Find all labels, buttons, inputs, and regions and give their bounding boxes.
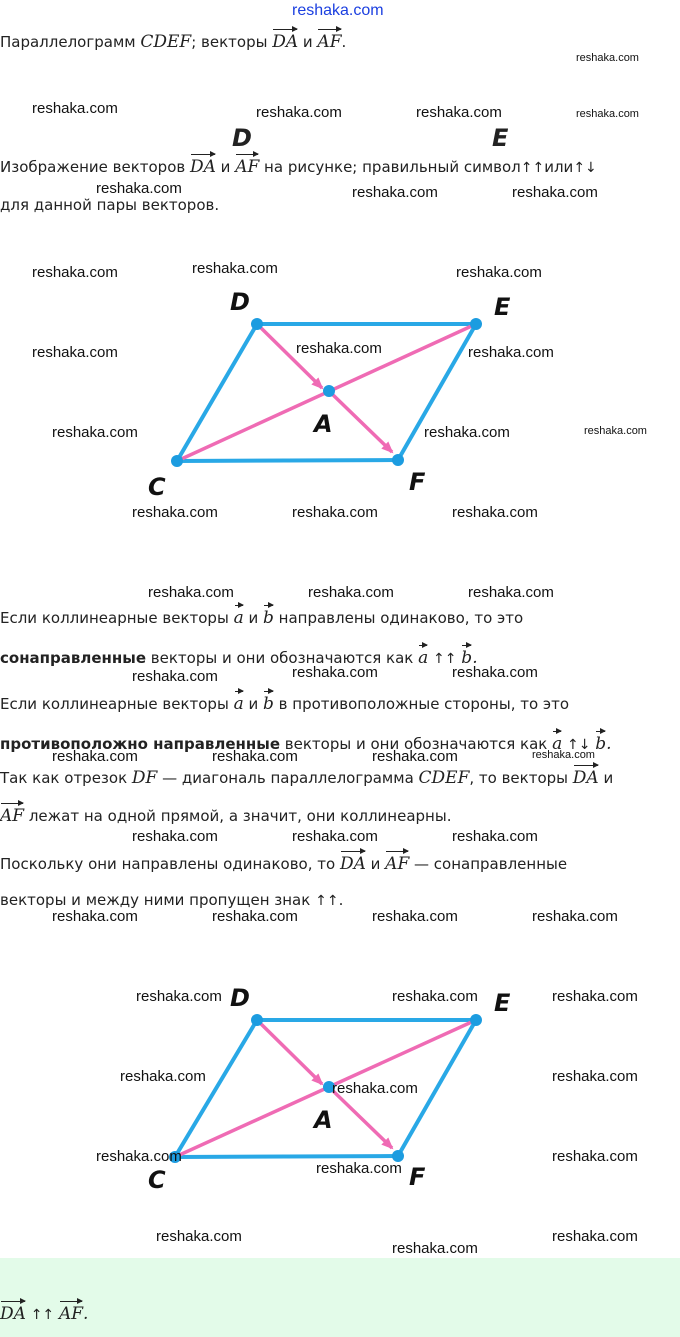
point-e	[470, 318, 482, 330]
intro-text: Параллелограмм CDEF; векторы DA и AF.	[0, 32, 347, 52]
watermark: reshaka.com	[212, 748, 298, 765]
watermark: reshaka.com	[552, 988, 638, 1005]
label-d-2: D	[230, 984, 250, 1012]
watermark: reshaka.com	[452, 828, 538, 845]
watermark: reshaka.com	[132, 828, 218, 845]
task-text-line2: для данной пары векторов.	[0, 196, 220, 214]
watermark: reshaka.com	[132, 504, 218, 521]
watermark: reshaka.com	[308, 584, 394, 601]
label-a-2: A	[314, 1106, 333, 1134]
task-text: Изображение векторов DA и AF на рисунке; правильный символ↑↑или↑↓	[0, 157, 597, 177]
partial-label-d: D	[232, 124, 252, 146]
explain-line-2: сонаправленные векторы и они обозначаются как a ↑↑ b.	[0, 648, 478, 668]
watermark: reshaka.com	[552, 1068, 638, 1085]
watermark: reshaka.com	[332, 1080, 418, 1097]
explain-line-6: AF лежат на одной прямой, а значит, они коллинеарны.	[0, 806, 452, 826]
watermark: reshaka.com	[468, 344, 554, 361]
parallelogram-diagram-1	[0, 270, 680, 510]
watermark: reshaka.com	[416, 104, 502, 121]
explain-line-3: Если коллинеарные векторы a и b в противоположные стороны, то это	[0, 694, 570, 714]
watermark: reshaka.com	[584, 425, 647, 437]
watermark: reshaka.com	[52, 908, 138, 925]
watermark: reshaka.com	[52, 424, 138, 441]
watermark: reshaka.com	[452, 504, 538, 521]
label-c: C	[148, 473, 166, 501]
label-c-2: C	[148, 1166, 166, 1194]
watermark: reshaka.com	[372, 748, 458, 765]
point-d	[251, 318, 263, 330]
watermark: reshaka.com	[424, 424, 510, 441]
watermark: reshaka.com	[96, 180, 182, 197]
explain-line-5: Так как отрезок DF — диагональ параллелограмма CDEF, то векторы DA и	[0, 768, 614, 788]
watermark: reshaka.com	[132, 668, 218, 685]
watermark: reshaka.com	[456, 264, 542, 281]
watermark: reshaka.com	[452, 664, 538, 681]
explain-line-1: Если коллинеарные векторы a и b направлены одинаково, то это	[0, 608, 524, 628]
watermark: reshaka.com	[552, 1148, 638, 1165]
watermark: reshaka.com	[136, 988, 222, 1005]
watermark: reshaka.com	[352, 184, 438, 201]
watermark: reshaka.com	[296, 340, 382, 357]
watermark: reshaka.com	[576, 108, 639, 120]
explain-line-4: противоположно направленные векторы и они обозначаются как a ↑↓ b.	[0, 734, 612, 754]
watermark: reshaka.com	[192, 260, 278, 277]
explain-line-7: Поскольку они направлены одинаково, то DA и AF — сонаправленные	[0, 854, 568, 874]
label-f: F	[409, 468, 426, 496]
watermark: reshaka.com	[552, 1228, 638, 1245]
vector-af-arrow	[330, 392, 392, 452]
watermark: reshaka.com	[392, 988, 478, 1005]
vector-da: DA	[272, 32, 299, 52]
watermark: reshaka.com	[256, 104, 342, 121]
answer-box	[0, 1258, 680, 1337]
watermark: reshaka.com	[468, 584, 554, 601]
watermark: reshaka.com	[120, 1068, 206, 1085]
watermark: reshaka.com	[292, 664, 378, 681]
vector-af: AF	[317, 32, 342, 52]
watermark: reshaka.com	[52, 748, 138, 765]
watermark: reshaka.com	[512, 184, 598, 201]
partial-label-e: E	[492, 124, 509, 146]
label-f-2: F	[409, 1163, 426, 1191]
site-watermark-top[interactable]: reshaka.com	[292, 2, 384, 19]
watermark: reshaka.com	[292, 828, 378, 845]
watermark: reshaka.com	[212, 908, 298, 925]
label-e-2: E	[494, 989, 511, 1017]
watermark: reshaka.com	[32, 100, 118, 117]
point-a	[323, 385, 335, 397]
explain-line-8: векторы и между ними пропущен знак ↑↑.	[0, 891, 344, 909]
point-c	[171, 455, 183, 467]
watermark: reshaka.com	[292, 504, 378, 521]
point-f	[392, 454, 404, 466]
label-d: D	[230, 288, 250, 316]
label-e: E	[494, 293, 511, 321]
watermark: reshaka.com	[32, 264, 118, 281]
watermark: reshaka.com	[32, 344, 118, 361]
answer-text: DA ↑↑ AF.	[0, 1304, 89, 1324]
watermark: reshaka.com	[316, 1160, 402, 1177]
watermark: reshaka.com	[372, 908, 458, 925]
watermark: reshaka.com	[156, 1228, 242, 1245]
watermark: reshaka.com	[576, 52, 639, 64]
label-a: A	[314, 410, 333, 438]
watermark: reshaka.com	[532, 749, 595, 761]
watermark: reshaka.com	[392, 1240, 478, 1257]
watermark: reshaka.com	[96, 1148, 182, 1165]
watermark: reshaka.com	[148, 584, 234, 601]
watermark: reshaka.com	[532, 908, 618, 925]
